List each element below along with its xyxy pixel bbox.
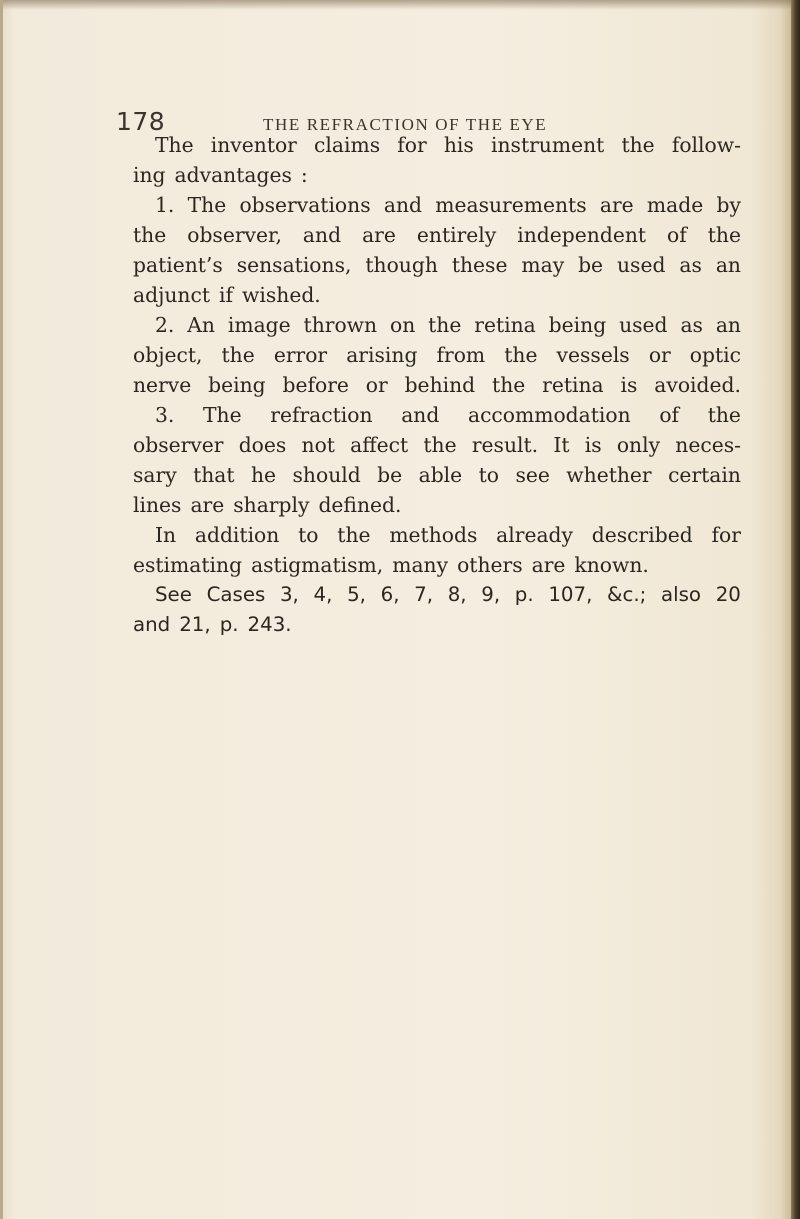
text-line [133, 520, 741, 550]
word: the [221, 343, 255, 367]
text-line [133, 460, 741, 490]
word: the [707, 223, 741, 247]
word: object, [133, 343, 203, 367]
word: for [711, 523, 741, 547]
word: See [155, 583, 192, 606]
word: 1. [155, 193, 175, 217]
word: follow- [671, 133, 741, 157]
word: patient’s [133, 253, 223, 277]
page-left-edge [0, 0, 3, 1219]
body-text [133, 130, 741, 640]
word: arising [346, 343, 418, 367]
word: others [457, 553, 523, 577]
word: 243. [247, 613, 292, 636]
word: if [219, 283, 233, 307]
word: 4, [313, 583, 333, 606]
word: the [428, 313, 462, 337]
word: and [401, 403, 440, 427]
word: certain [668, 463, 741, 487]
word: only [616, 433, 661, 457]
text-line [133, 370, 741, 400]
word: these [451, 253, 508, 277]
word: on [389, 313, 416, 337]
word: his [443, 133, 474, 157]
word: by [716, 193, 741, 217]
word: sharply [233, 493, 310, 517]
word: avoided. [654, 373, 741, 397]
word: described [591, 523, 693, 547]
word: behind [404, 373, 476, 397]
text-line [133, 550, 741, 580]
word: defined. [318, 493, 402, 517]
word: inventor [210, 133, 297, 157]
word: though [365, 253, 438, 277]
word: observer, [187, 223, 282, 247]
word: methods [389, 523, 478, 547]
word: for [397, 133, 427, 157]
word: does [238, 433, 287, 457]
word: advantages [174, 163, 292, 187]
word: affect [350, 433, 409, 457]
word: measurements [435, 193, 587, 217]
text-line [133, 160, 741, 190]
word: An [187, 313, 215, 337]
word: neces- [675, 433, 741, 457]
word: not [301, 433, 335, 457]
word: sary [133, 463, 177, 487]
word: p. [514, 583, 534, 606]
text-line [133, 220, 741, 250]
word: before [282, 373, 349, 397]
word: that [193, 463, 235, 487]
word: the [337, 523, 371, 547]
word: astigmatism, [251, 553, 384, 577]
word: estimating [133, 553, 243, 577]
word: being [208, 373, 266, 397]
word: &c.; [607, 583, 647, 606]
word: 6, [380, 583, 400, 606]
word: he [251, 463, 277, 487]
word: refraction [270, 403, 373, 427]
word: observations [239, 193, 371, 217]
text-line [133, 610, 741, 640]
word: many [392, 553, 449, 577]
word: 20 [715, 583, 741, 606]
word: accommodation [467, 403, 631, 427]
word: an [715, 253, 741, 277]
page-binding-edge [791, 0, 800, 1219]
word: the [707, 403, 741, 427]
word: instrument [490, 133, 605, 157]
word: as [680, 313, 703, 337]
word: should [292, 463, 361, 487]
word: also [660, 583, 702, 606]
page-top-shadow [0, 0, 800, 10]
word: the [133, 223, 167, 247]
word: The [187, 193, 227, 217]
word: 107, [548, 583, 593, 606]
word: or [365, 373, 388, 397]
word: being [548, 313, 607, 337]
word: is [584, 433, 602, 457]
word: see [515, 463, 550, 487]
word: The [203, 403, 242, 427]
word: 8, [447, 583, 467, 606]
word: 7, [414, 583, 434, 606]
text-line [133, 280, 741, 310]
word: of [659, 403, 680, 427]
word: are [531, 553, 566, 577]
word: entirely [416, 223, 497, 247]
word: already [496, 523, 573, 547]
word: used [617, 253, 666, 277]
text-line [133, 190, 741, 220]
word: known. [574, 553, 649, 577]
page-number: 178 [116, 107, 166, 136]
word: p. [219, 613, 239, 636]
word: and [302, 223, 342, 247]
word: claims [314, 133, 381, 157]
word: lines [133, 493, 182, 517]
text-line [133, 340, 741, 370]
word: ing [133, 163, 166, 187]
word: 9, [481, 583, 501, 606]
word: able [418, 463, 463, 487]
word: 5, [347, 583, 366, 606]
running-title: THE REFRACTION OF THE EYE [263, 115, 548, 134]
word: nerve [133, 373, 192, 397]
word: : [300, 163, 308, 187]
word: 3. [155, 403, 175, 427]
word: as [679, 253, 702, 277]
word: the [492, 373, 526, 397]
word: be [377, 463, 403, 487]
word: the [423, 433, 457, 457]
word: observer [133, 433, 224, 457]
word: whether [566, 463, 652, 487]
text-line [133, 580, 741, 610]
word: are [599, 193, 634, 217]
word: to [478, 463, 499, 487]
word: The [155, 133, 194, 157]
word: sensations, [236, 253, 352, 277]
word: an [715, 313, 741, 337]
word: may [521, 253, 565, 277]
word: Cases [206, 583, 266, 606]
text-line [133, 430, 741, 460]
word: thrown [303, 313, 378, 337]
word: to [298, 523, 319, 547]
word: and [133, 613, 171, 636]
word: are [362, 223, 396, 247]
word: addition [194, 523, 280, 547]
word: used [619, 313, 668, 337]
word: the [621, 133, 655, 157]
word: 3, [279, 583, 299, 606]
word: image [227, 313, 291, 337]
word: adjunct [133, 283, 210, 307]
word: and [383, 193, 423, 217]
word: 21, [179, 613, 211, 636]
word: error [273, 343, 328, 367]
word: the [504, 343, 538, 367]
word: retina [542, 373, 604, 397]
word: independent [517, 223, 647, 247]
text-line [133, 130, 741, 160]
word: made [646, 193, 704, 217]
word: In [155, 523, 177, 547]
text-line [133, 490, 741, 520]
word: result. [471, 433, 539, 457]
word: 2. [155, 313, 175, 337]
word: be [578, 253, 604, 277]
word: It [553, 433, 570, 457]
word: optic [689, 343, 741, 367]
word: are [190, 493, 225, 517]
word: is [620, 373, 638, 397]
text-line [133, 400, 741, 430]
word: or [648, 343, 671, 367]
word: from [436, 343, 486, 367]
text-line [133, 250, 741, 280]
text-line [133, 310, 741, 340]
word: wished. [242, 283, 321, 307]
word: retina [474, 313, 536, 337]
word: vessels [556, 343, 630, 367]
word: of [667, 223, 687, 247]
